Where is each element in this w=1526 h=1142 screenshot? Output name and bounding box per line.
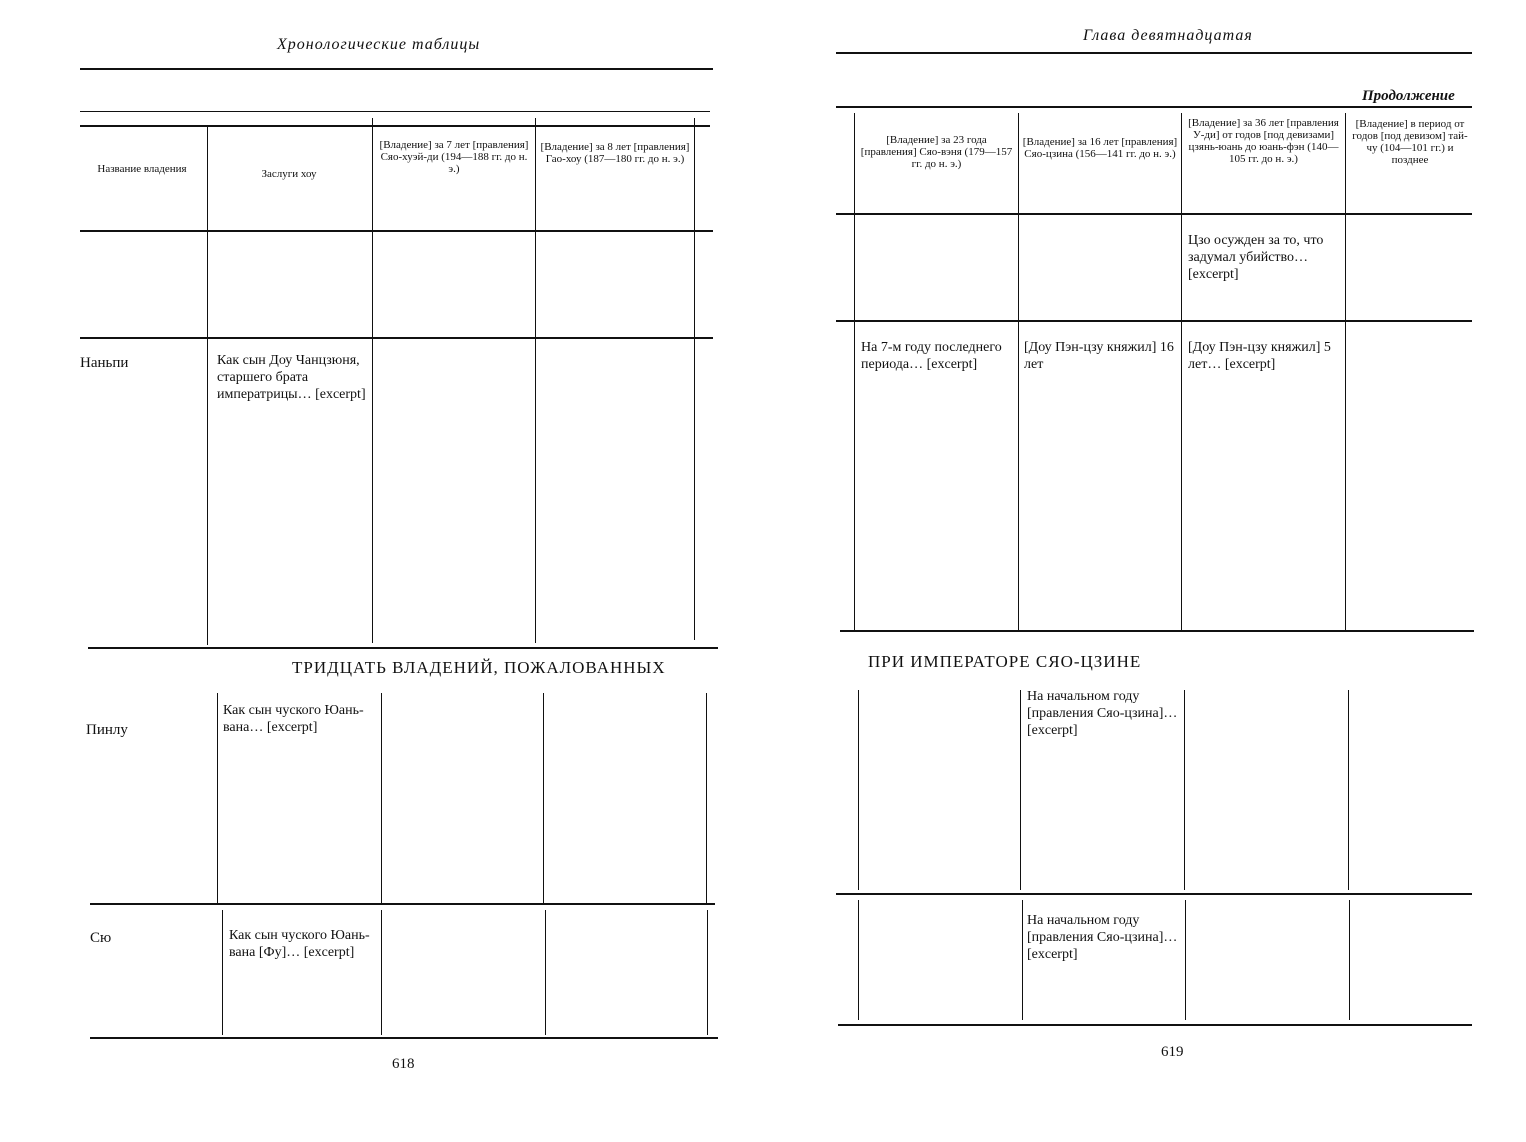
- row-rule: [836, 213, 1472, 215]
- col-divider: [1184, 690, 1185, 890]
- col-divider: [545, 910, 546, 1035]
- row-rule: [90, 903, 715, 905]
- col-divider: [543, 693, 544, 905]
- row-rule: [838, 1024, 1472, 1026]
- cell-text: На начальном году [правления Сяо-цзина]… [excerpt]: [1027, 913, 1178, 962]
- table-top-rule: [80, 125, 710, 127]
- header-7-years: [Владение] за 7 лет [правления] Сяо-хуэй-ди (194—188 гг. до н. э.): [379, 139, 529, 175]
- rule: [80, 111, 710, 112]
- header-name: Название владения: [97, 163, 187, 175]
- col-divider: [854, 113, 855, 631]
- col-divider: [858, 900, 859, 1020]
- running-head-left: Хронологические таблицы: [277, 36, 481, 53]
- row-rule: [80, 337, 713, 339]
- header-tai-chu: [Владение] в период от годов [под девизом] тай-чу (104—101 гг.) и позднее: [1352, 118, 1468, 166]
- col-divider: [381, 693, 382, 905]
- row-name: Пинлу: [86, 722, 128, 738]
- running-head-right: Глава девятнадцатая: [1083, 27, 1253, 44]
- row-rule: [90, 1037, 718, 1039]
- cell-text: На 7-м году последнего периода… [excerpt]: [861, 340, 1002, 372]
- col-divider: [1022, 900, 1023, 1020]
- row-merit: Как сын чуского Юань-вана [Фу]… [excerpt]: [229, 928, 370, 960]
- col-divider: [1181, 113, 1182, 631]
- col-divider: [207, 125, 208, 645]
- cell-text: На начальном году [правления Сяо-цзина]… [excerpt]: [1027, 689, 1178, 738]
- col-divider: [1185, 900, 1186, 1020]
- header-36-years: [Владение] за 36 лет [правления У-ди] от годов [под девизами] цзянь-юань до юань-фэн (140—105 гг. до н. э.): [1188, 117, 1339, 165]
- page-number-left: 618: [392, 1056, 415, 1072]
- row-rule: [88, 647, 718, 649]
- col-divider: [1348, 690, 1349, 890]
- row-merit: Как сын чуского Юань-вана… [excerpt]: [223, 703, 364, 735]
- col-divider: [707, 910, 708, 1035]
- table-top-rule: [836, 106, 1472, 108]
- col-divider: [1349, 900, 1350, 1020]
- col-divider: [217, 693, 218, 905]
- col-divider: [694, 118, 695, 640]
- row-rule: [80, 230, 713, 232]
- cell-text: [Доу Пэн-цзу княжил] 5 лет… [excerpt]: [1188, 340, 1331, 372]
- col-divider: [1018, 113, 1019, 631]
- rule: [80, 68, 713, 70]
- col-divider: [372, 118, 373, 643]
- col-divider: [706, 693, 707, 905]
- col-divider: [381, 910, 382, 1035]
- row-merit: Как сын Доу Чанцзюня, старшего брата императрицы… [excerpt]: [217, 353, 366, 402]
- row-rule: [840, 630, 1474, 632]
- col-divider: [222, 910, 223, 1035]
- header-16-years: [Владение] за 16 лет [правления] Сяо-цзина (156—141 гг. до н. э.): [1022, 136, 1178, 160]
- rule: [836, 52, 1472, 54]
- section-heading-right: ПРИ ИМПЕРАТОРЕ СЯО-ЦЗИНЕ: [868, 652, 1142, 671]
- header-merit: Заслуги хоу: [261, 168, 317, 180]
- row-name: Наньпи: [80, 355, 129, 371]
- col-divider: [1020, 690, 1021, 890]
- row-rule: [836, 893, 1472, 895]
- cell-text: Цзо осужден за то, что задумал убийство… [excerpt]: [1188, 233, 1324, 282]
- header-8-years: [Владение] за 8 лет [правления] Гао-хоу (187—180 гг. до н. э.): [540, 141, 690, 165]
- row-rule: [836, 320, 1472, 322]
- cell-text: [Доу Пэн-цзу княжил] 16 лет: [1024, 340, 1174, 372]
- header-23-years: [Владение] за 23 года [правления] Сяо-вэня (179—157 гг. до н. э.): [860, 134, 1013, 170]
- section-heading-left: ТРИДЦАТЬ ВЛАДЕНИЙ, ПОЖАЛОВАННЫХ: [292, 658, 666, 677]
- row-name: Сю: [90, 930, 112, 946]
- page-number-right: 619: [1161, 1044, 1184, 1060]
- col-divider: [535, 118, 536, 643]
- col-divider: [858, 690, 859, 890]
- continued-label: Продолжение: [1362, 88, 1455, 104]
- col-divider: [1345, 113, 1346, 631]
